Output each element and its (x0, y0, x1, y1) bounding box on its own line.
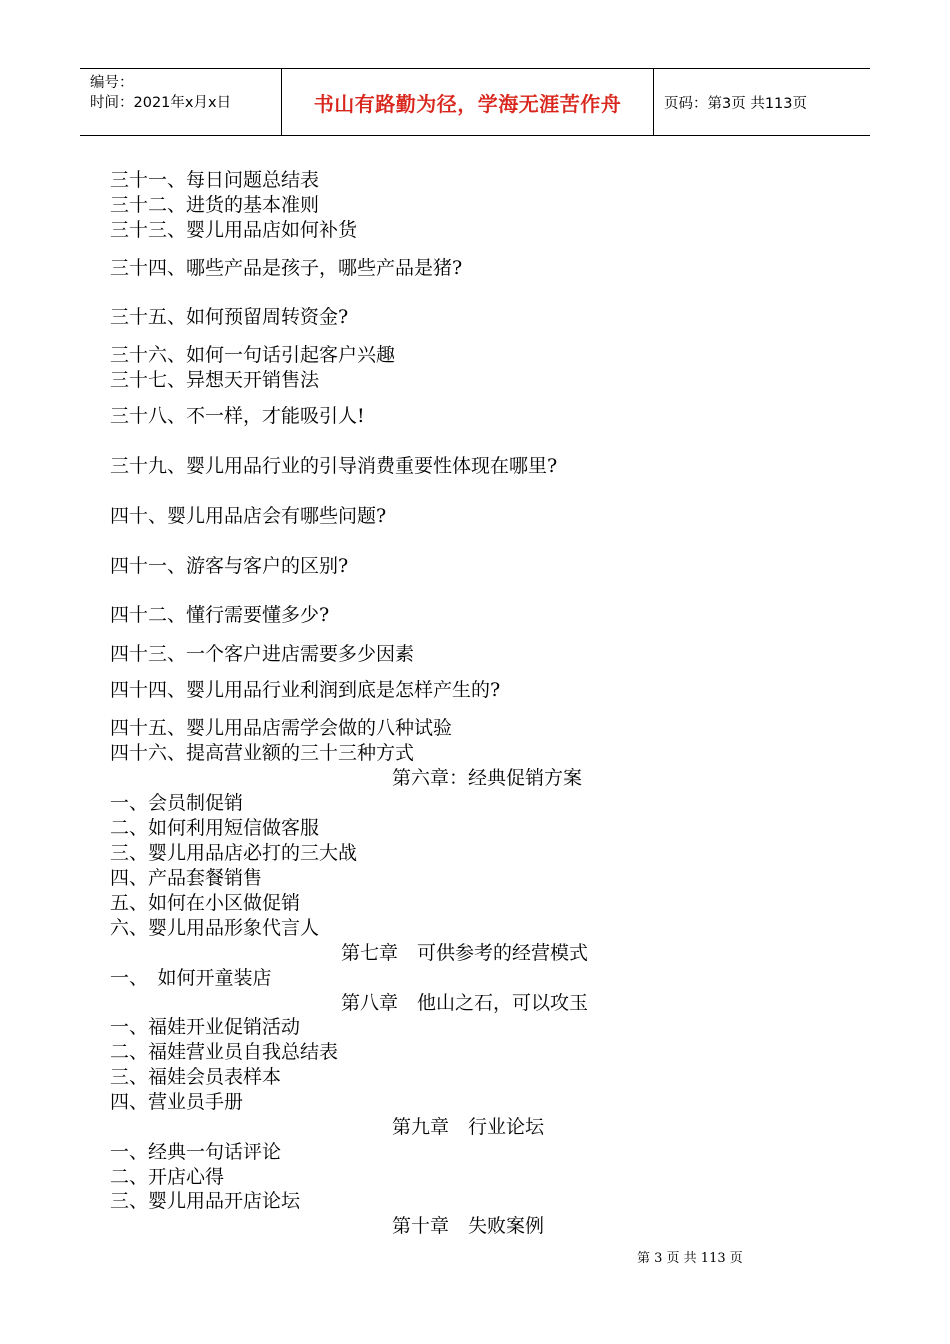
toc-item: 三十四、哪些产品是孩子，哪些产品是猪? (110, 257, 463, 279)
toc-item: 六、婴儿用品形象代言人 (110, 917, 320, 939)
toc-item: 三、婴儿用品店必打的三大战 (110, 842, 358, 864)
document-header (80, 68, 870, 136)
toc-item: 三十二、进货的基本准则 (110, 194, 320, 216)
toc-item: 四十一、游客与客户的区别? (110, 555, 349, 577)
header-number-label: 编号： (90, 75, 134, 91)
toc-item: 一、经典一句话评论 (110, 1141, 282, 1163)
toc-item: 三、婴儿用品开店论坛 (110, 1190, 301, 1212)
toc-item: 四、营业员手册 (110, 1091, 244, 1113)
toc-item: 一、 如何开童装店 (110, 967, 272, 989)
chapter-heading: 第九章 行业论坛 (392, 1116, 545, 1138)
chapter-heading: 第七章 可供参考的经营模式 (341, 942, 589, 964)
toc-item: 四十二、懂行需要懂多少? (110, 604, 330, 626)
toc-item: 五、如何在小区做促销 (110, 892, 301, 914)
toc-item: 四十五、婴儿用品店需学会做的八种试验 (110, 717, 453, 739)
toc-item: 一、会员制促销 (110, 792, 244, 814)
toc-item: 三十三、婴儿用品店如何补货 (110, 219, 358, 241)
header-page-label: 页码：第3页 共113页 (664, 95, 808, 112)
toc-item: 四十四、婴儿用品行业利润到底是怎样产生的? (110, 679, 501, 701)
header-motto: 书山有路勤为径，学海无涯苦作舟 (282, 69, 654, 135)
toc-item: 三十六、如何一句话引起客户兴趣 (110, 344, 396, 366)
toc-item: 四十三、一个客户进店需要多少因素 (110, 643, 415, 665)
header-left-cell (80, 69, 282, 135)
toc-item: 三十一、每日问题总结表 (110, 169, 320, 191)
toc-item: 二、如何利用短信做客服 (110, 817, 320, 839)
toc-item: 二、福娃营业员自我总结表 (110, 1041, 339, 1063)
toc-item: 四、产品套餐销售 (110, 867, 263, 889)
toc-item: 二、开店心得 (110, 1166, 225, 1188)
toc-item: 三十九、婴儿用品行业的引导消费重要性体现在哪里? (110, 455, 558, 477)
page-footer: 第 3 页 共 113 页 (637, 1251, 743, 1266)
toc-item: 三十七、异想天开销售法 (110, 369, 320, 391)
chapter-heading: 第六章：经典促销方案 (392, 767, 583, 789)
chapter-heading: 第十章 失败案例 (392, 1215, 545, 1237)
chapter-heading: 第八章 他山之石，可以攻玉 (341, 992, 589, 1014)
toc-item: 一、福娃开业促销活动 (110, 1016, 301, 1038)
header-time-label: 时间：2021年x月x日 (90, 95, 232, 111)
toc-item: 三、福娃会员表样本 (110, 1066, 282, 1088)
toc-item: 三十五、如何预留周转资金? (110, 306, 349, 328)
toc-item: 四十、婴儿用品店会有哪些问题? (110, 505, 387, 527)
toc-item: 四十六、提高营业额的三十三种方式 (110, 742, 415, 764)
toc-item: 三十八、不一样，才能吸引人! (110, 405, 365, 427)
